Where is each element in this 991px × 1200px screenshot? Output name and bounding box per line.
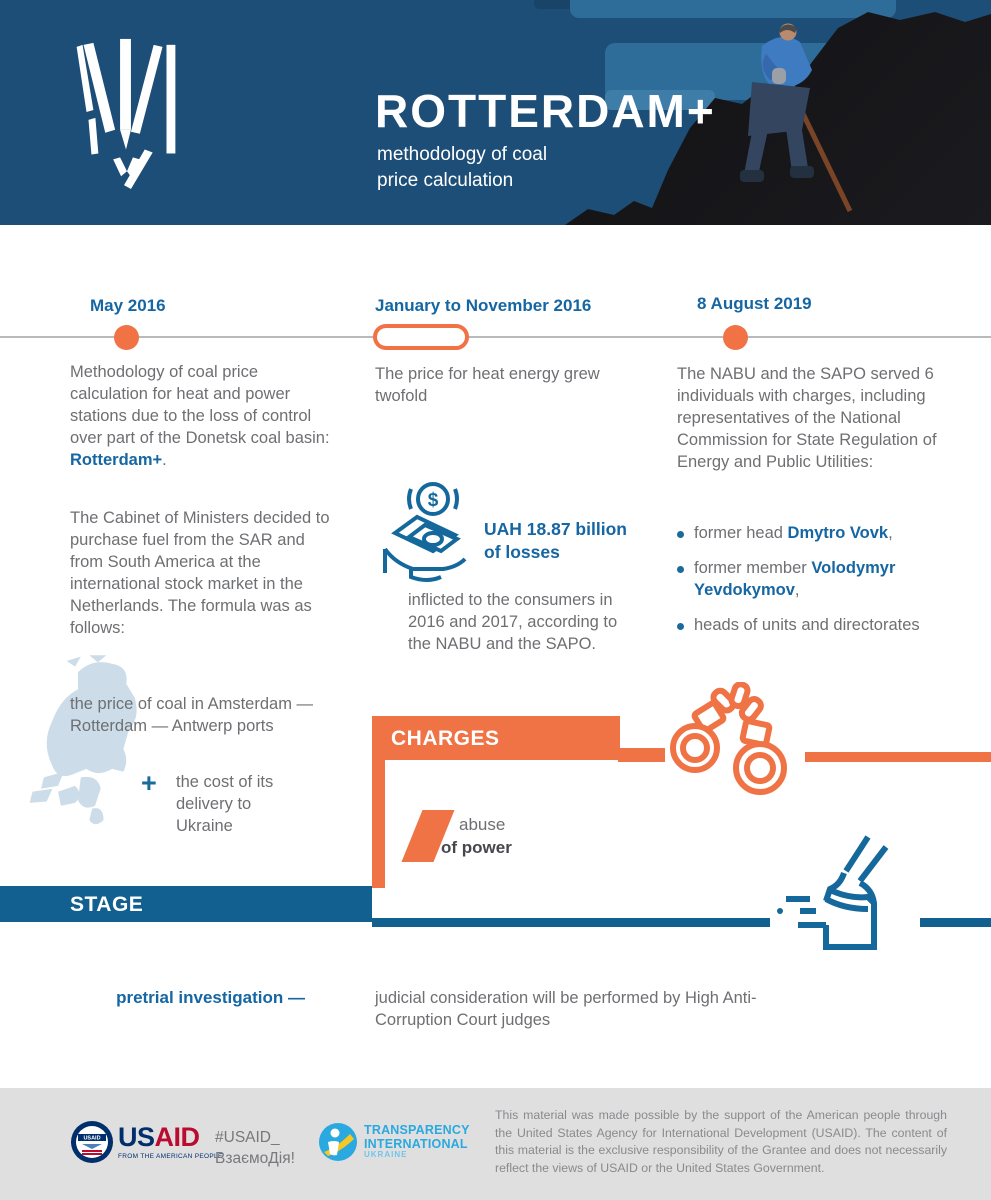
aug2019-intro: The NABU and the SAPO served 6 individuals with charges, including representatives of the National Commission for State Regulation of Energy and Public Utilities: [677, 365, 937, 471]
bullet-icon [677, 623, 684, 630]
stage-description: judicial consideration will be performed by High Anti-Corruption Court judges [375, 989, 757, 1029]
list-item [677, 523, 949, 545]
foot-kick-icon [770, 833, 920, 953]
ti-globe-icon [318, 1122, 358, 1162]
timeline-line [0, 336, 991, 338]
usaid-aid-text: AID [154, 1122, 200, 1152]
stage-label: pretrial investigation — [116, 988, 305, 1007]
hashtag-line1: #USAID_ [215, 1129, 280, 1146]
footer-disclaimer: This material was made possible by the support of the American people through the United States Agency for International Development (USAID). The content of this material is the exclusive responsibility of the Grantee and does not necessarily reflect the views of USAID or the United States Government. [495, 1108, 947, 1175]
list-item-text [694, 523, 893, 545]
trident-logo [66, 33, 186, 191]
jan-nov-paragraph-1: The price for heat energy grew twofold [375, 365, 600, 405]
charged-persons-list [677, 523, 949, 650]
usaid-seal-icon [70, 1120, 114, 1164]
handcuffs-icon [665, 682, 805, 804]
jan-nov-paragraph-2: inflicted to the consumers in 2016 and 2017, according to the NABU and the SAPO. [408, 591, 618, 653]
person-name: Volodymyr Yevdokymov [694, 558, 896, 599]
header-banner [0, 0, 991, 225]
timeline-range-icon [373, 324, 469, 350]
timeline-date-jan-nov-2016: January to November 2016 [375, 296, 592, 315]
handcuffs-patch [665, 682, 805, 804]
ti-line2: INTERNATIONAL [364, 1136, 468, 1151]
list-item [677, 558, 949, 602]
list-item [677, 615, 949, 637]
usaid-tagline: FROM THE AMERICAN PEOPLE [118, 1153, 223, 1160]
deco-band-top [570, 0, 896, 18]
ti-wordmark [364, 1124, 470, 1160]
person-name: Dmytro Vovk [787, 524, 889, 542]
timeline-date-aug-2019: 8 August 2019 [697, 294, 812, 313]
bullet0-prefix: former head [694, 524, 788, 542]
usaid-logo [70, 1120, 223, 1164]
ti-line1: TRANSPARENCY [364, 1122, 470, 1137]
svg-text:$: $ [427, 490, 439, 511]
bullet-icon [677, 566, 684, 573]
formula-part-b: the cost of its delivery to Ukraine [176, 773, 274, 835]
stage-title: STAGE [70, 893, 144, 916]
bullet1-prefix: former member [694, 558, 812, 577]
may2016-p1-text: Methodology of coal price calculation for heat and power stations due to the loss of control over part of the Donetsk coal basin: [70, 363, 330, 447]
formula-part-a: the price of coal in Amsterdam — Rotterdam — Antwerp ports [70, 695, 314, 735]
loss-amount [484, 518, 627, 564]
bullet0-suffix: , [888, 524, 893, 542]
netherlands-map [24, 655, 166, 833]
may2016-paragraph-2: The Cabinet of Ministers decided to purchase fuel from the SAR and from South America at the international stock market in the Netherlands. The formula was as follows: [70, 509, 330, 637]
list-item-text: heads of units and directorates [694, 615, 920, 634]
hashtag-line2: ВзаємоДія! [215, 1149, 295, 1167]
may2016-paragraph-1 [70, 362, 332, 472]
loss-line2: of losses [484, 541, 560, 562]
usaid-wordmark [118, 1124, 223, 1160]
bullet1-suffix: , [794, 580, 800, 599]
transparency-international-logo [318, 1122, 470, 1162]
page-title: ROTTERDAM+ [375, 85, 716, 137]
svg-text:USAID: USAID [83, 1135, 101, 1142]
ti-line3: UKRAINE [364, 1150, 408, 1160]
bullet-icon [677, 531, 684, 538]
charge-item-light: abuse [459, 815, 506, 834]
rotterdam-plus-highlight: Rotterdam+ [70, 450, 163, 469]
timeline-dot-icon [114, 325, 139, 350]
coal-worker-photo [722, 18, 872, 223]
timeline-dot-icon [723, 325, 748, 350]
subtitle-line2: price calculation [377, 169, 514, 191]
subtitle-line1: methodology of coal [377, 144, 548, 165]
loss-line1: UAH 18.87 billion [484, 519, 627, 539]
money-hand-icon [381, 477, 475, 585]
timeline-date-may-2016: May 2016 [90, 296, 166, 315]
list-item-text [694, 558, 949, 602]
kick-patch [770, 833, 920, 953]
usaid-hashtag [215, 1128, 295, 1170]
page-subtitle [377, 142, 547, 193]
charges-title: CHARGES [391, 727, 500, 750]
usaid-us-text: US [118, 1122, 155, 1152]
may2016-p1-period: . [162, 450, 167, 469]
stage-banner [0, 886, 372, 922]
plus-icon: + [141, 768, 157, 798]
charge-item-bold: of power [441, 838, 512, 857]
